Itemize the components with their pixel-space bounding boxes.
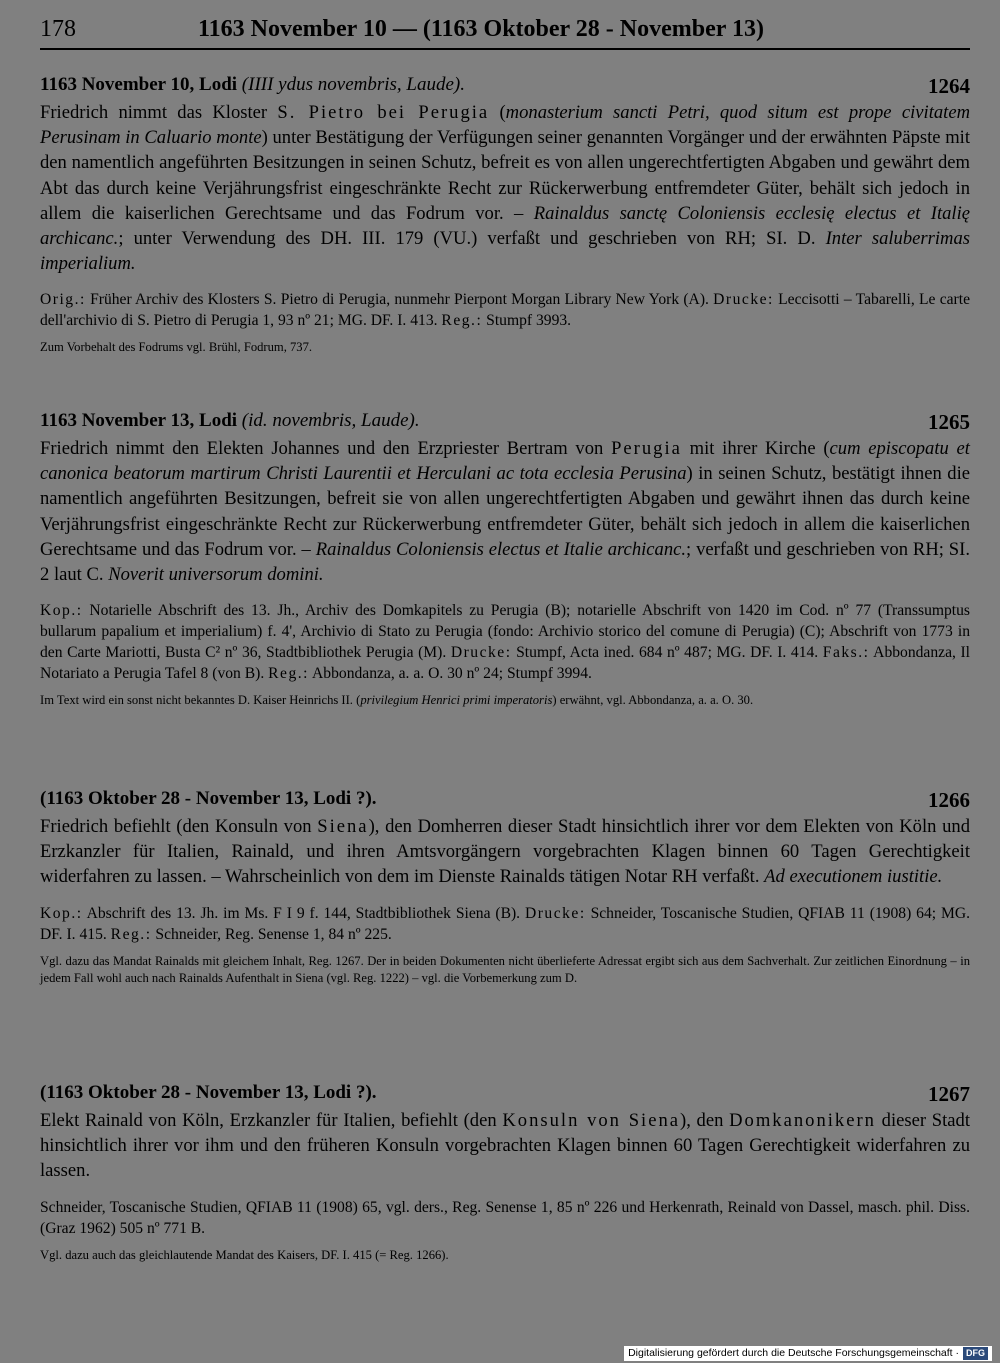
entry-date-latin: (IIII ydus novembris, Laude). (241, 74, 465, 95)
running-title: 1163 November 10 — (1163 Oktober 28 - November 13) (198, 16, 764, 42)
page-number: 178 (40, 16, 76, 42)
place-name: Konsuln von Siena (502, 1110, 680, 1131)
tradition-label: Faks.: (822, 644, 870, 662)
page-header (40, 14, 970, 50)
tradition-text: Kop.: Abschrift des 13. Jh. im Ms. F I 9 f. 144, Stadtbibliothek Siena (B). Drucke: Schneider, Toscanische Studien, QFIAB 11 (1908) 64; MG. DF. I. 415. Reg.: Schneider, Reg. Senense 1, 84 nº 225. (40, 904, 970, 943)
regest-entry-1267 (40, 1082, 970, 1264)
regest-entry-1265 (40, 410, 970, 709)
latin-quote: Rainaldus Coloniensis electus et Italie archicanc. (315, 538, 687, 560)
commentary-note: Vgl. dazu auch das gleichlautende Mandat des Kaisers, DF. I. 415 (= Reg. 1266). (40, 1247, 449, 1262)
commentary-note: Zum Vorbehalt des Fodrums vgl. Brühl, Fodrum, 737. (40, 340, 313, 355)
entry-number: 1266 (928, 788, 970, 812)
regest-entry-1266 (40, 788, 970, 987)
entry-date: (1163 Oktober 28 - November 13, Lodi ?). (40, 1082, 377, 1103)
entry-number: 1264 (928, 74, 970, 98)
tradition-label: Orig.: (40, 291, 86, 309)
regest-text: Friedrich nimmt das Kloster S. Pietro bei Perugia (monasterium sancti Petri, quod situm est prope civitatem Perusinam in Caluario monte) unter Bestätigung der Verfügungen seiner genannten Vorgänger und der erwähnten Päpste mit den namentlich angeführten Besitzungen in seinen Schutz, befreit es von allen ungerechtfertigten Abgaben und gewährt dem Abt das durch keine Verjährungsfrist eingeschränkte Recht zur Rückerwerbung entfremdeter Güter, behält sich jedoch in allem die kaiserlichen Gerechtsame und das Fodrum vor. – Rainaldus sanctę Coloniensis ecclesię electus et Italię archicanc.; unter Verwendung des DH. III. 179 (VU.) verfaßt und geschrieben von RH; SI. D. Inter saluberrimas imperialium. (40, 102, 970, 275)
tradition-label: Drucke: (450, 644, 512, 662)
addressee-name: Domkanonikern (729, 1110, 876, 1131)
credit-text: Digitalisierung gefördert durch die Deutsche Forschungsgemeinschaft · (628, 1347, 959, 1359)
tradition-text: Orig.: Früher Archiv des Klosters S. Pietro di Perugia, nunmehr Pierpont Morgan Library New York (A). Drucke: Leccisotti – Tabarelli, Le carte dell'archivio di S. Pietro di Perugia 1, 93 nº 21; MG. DF. I. 413. Reg.: Stumpf 3993. (40, 291, 970, 330)
place-name: S. Pietro bei Perugia (277, 102, 490, 123)
tradition-label: Kop.: (40, 602, 83, 620)
latin-incipit: Noverit universorum domini. (108, 564, 324, 586)
regest-text: Elekt Rainald von Köln, Erzkanzler für Italien, befiehlt (den Konsuln von Siena), den Domkanonikern dieser Stadt hinsichtlich ihrer vor ihm und den früheren Konsuln vorgebrachten Klagen binnen 60 Tagen Gerechtigkeit widerfahren zu lassen. (40, 1110, 970, 1182)
entry-date-latin: (id. novembris, Laude). (241, 410, 420, 431)
tradition-text: Kop.: Notarielle Abschrift des 13. Jh., Archiv des Domkapitels zu Perugia (B); notarielle Abschrift von 1420 im Cod. nº 77 (Transsumptus bullarum papalium et imperialium) f. 4', Archivio di Stato zu Perugia (fondo: Archivio storico del comune di Perugia) (C); Abschrift von 1773 in den Carte Mariotti, Busta C² nº 36, Stadtbibliothek Perugia (M). Drucke: Stumpf, Acta ined. 684 nº 487; MG. DF. I. 414. Faks.: Abbondanza, Il Notariato a Perugia Tafel 8 (von B). Reg.: Abbondanza, a. a. O. 30 nº 24; Stumpf 3994. (40, 602, 970, 683)
latin-quote: monasterium sancti Petri, quod situm est prope civitatem Perusinam in Caluario monte (40, 102, 970, 149)
commentary-note: Im Text wird ein sonst nicht bekanntes D. Kaiser Heinrichs II. (privilegium Henrici primi imperatoris) erwähnt, vgl. Abbondanza, a. a. O. 30. (40, 693, 754, 708)
tradition-text: Schneider, Toscanische Studien, QFIAB 11 (1908) 65, vgl. ders., Reg. Senense 1, 85 nº 226 und Herkenrath, Reinald von Dassel, masch. phil. Diss. (Graz 1962) 505 nº 771 B. (40, 1198, 970, 1237)
place-name: Siena (317, 816, 369, 837)
entry-date: 1163 November 13, Lodi (40, 410, 238, 431)
entry-heading (40, 788, 970, 814)
regest-text: Friedrich nimmt den Elekten Johannes und den Erzpriester Bertram von Perugia mit ihrer Kirche (cum episcopatu et canonica beatorum martirum Christi Laurentii et Herculani ac tota ecclesia Perusina) in seinen Schutz, bestätigt ihnen die namentlich angeführten Besitzungen, befreit sie von allen ungerechtfertigten Abgaben und gewährt ihnen das durch keine Verjährungsfrist eingeschränkte Recht zur Rückerwerbung entfremdeter Güter, behält sich jedoch in allem die kaiserlichen Gerechtsame und das Fodrum vor. – Rainaldus Coloniensis electus et Italie archicanc.; verfaßt und geschrieben von RH; SI. 2 laut C. Noverit universorum domini. (40, 438, 970, 586)
latin-quote: cum episcopatu et canonica beatorum martirum Christi Laurentii et Herculani ac tota ecclesia Perusina (40, 438, 970, 485)
tradition-label: Drucke: (524, 904, 586, 922)
entry-number: 1265 (928, 410, 970, 434)
entry-number: 1267 (928, 1082, 970, 1106)
regest-entry-1264 (40, 74, 970, 356)
entry-heading (40, 74, 970, 100)
regest-text: Friedrich befiehlt (den Konsuln von Siena), den Domherren dieser Stadt hinsichtlich ihrer vor dem Elekten von Köln und Erzkanzler für Italien, Rainald, und ihren Amtsvorgängern vorgebrachten Klagen binnen 60 Tagen Gerechtigkeit widerfahren zu lassen. – Wahrscheinlich von dem im Dienste Rainalds tätigen Notar RH verfaßt. Ad executionem iustitie. (40, 816, 970, 888)
digitization-credit (624, 1346, 992, 1361)
tradition-label: Drucke: (713, 291, 774, 309)
tradition-label: Reg.: (268, 665, 309, 683)
entry-heading (40, 410, 970, 436)
entry-date: (1163 Oktober 28 - November 13, Lodi ?). (40, 788, 377, 809)
entry-date: 1163 November 10, Lodi (40, 74, 238, 95)
latin-quote: Rainaldus sanctę Coloniensis ecclesię electus et Italię archicanc. (40, 202, 970, 250)
place-name: Perugia (611, 438, 682, 459)
tradition-label: Reg.: (110, 925, 152, 943)
latin-quote: privilegium Henrici primi imperatoris (360, 693, 553, 708)
latin-incipit: Inter saluberrimas imperialium. (40, 228, 970, 275)
dfg-logo: DFG (963, 1347, 988, 1360)
entry-heading (40, 1082, 970, 1108)
commentary-note: Vgl. dazu das Mandat Rainalds mit gleichem Inhalt, Reg. 1267. Der in beiden Dokumenten nicht überlieferte Adressat ergibt sich aus dem Sachverhalt. Zur zeitlichen Einordnung – in jedem Fall wohl auch nach Rainalds Aufenthalt in Siena (vgl. Reg. 1222) – vgl. die Vorbemerkung zum D. (40, 953, 970, 985)
tradition-label: Reg.: (441, 312, 483, 330)
latin-incipit: Ad executionem iustitie. (764, 866, 943, 888)
tradition-label: Kop.: (40, 904, 83, 922)
